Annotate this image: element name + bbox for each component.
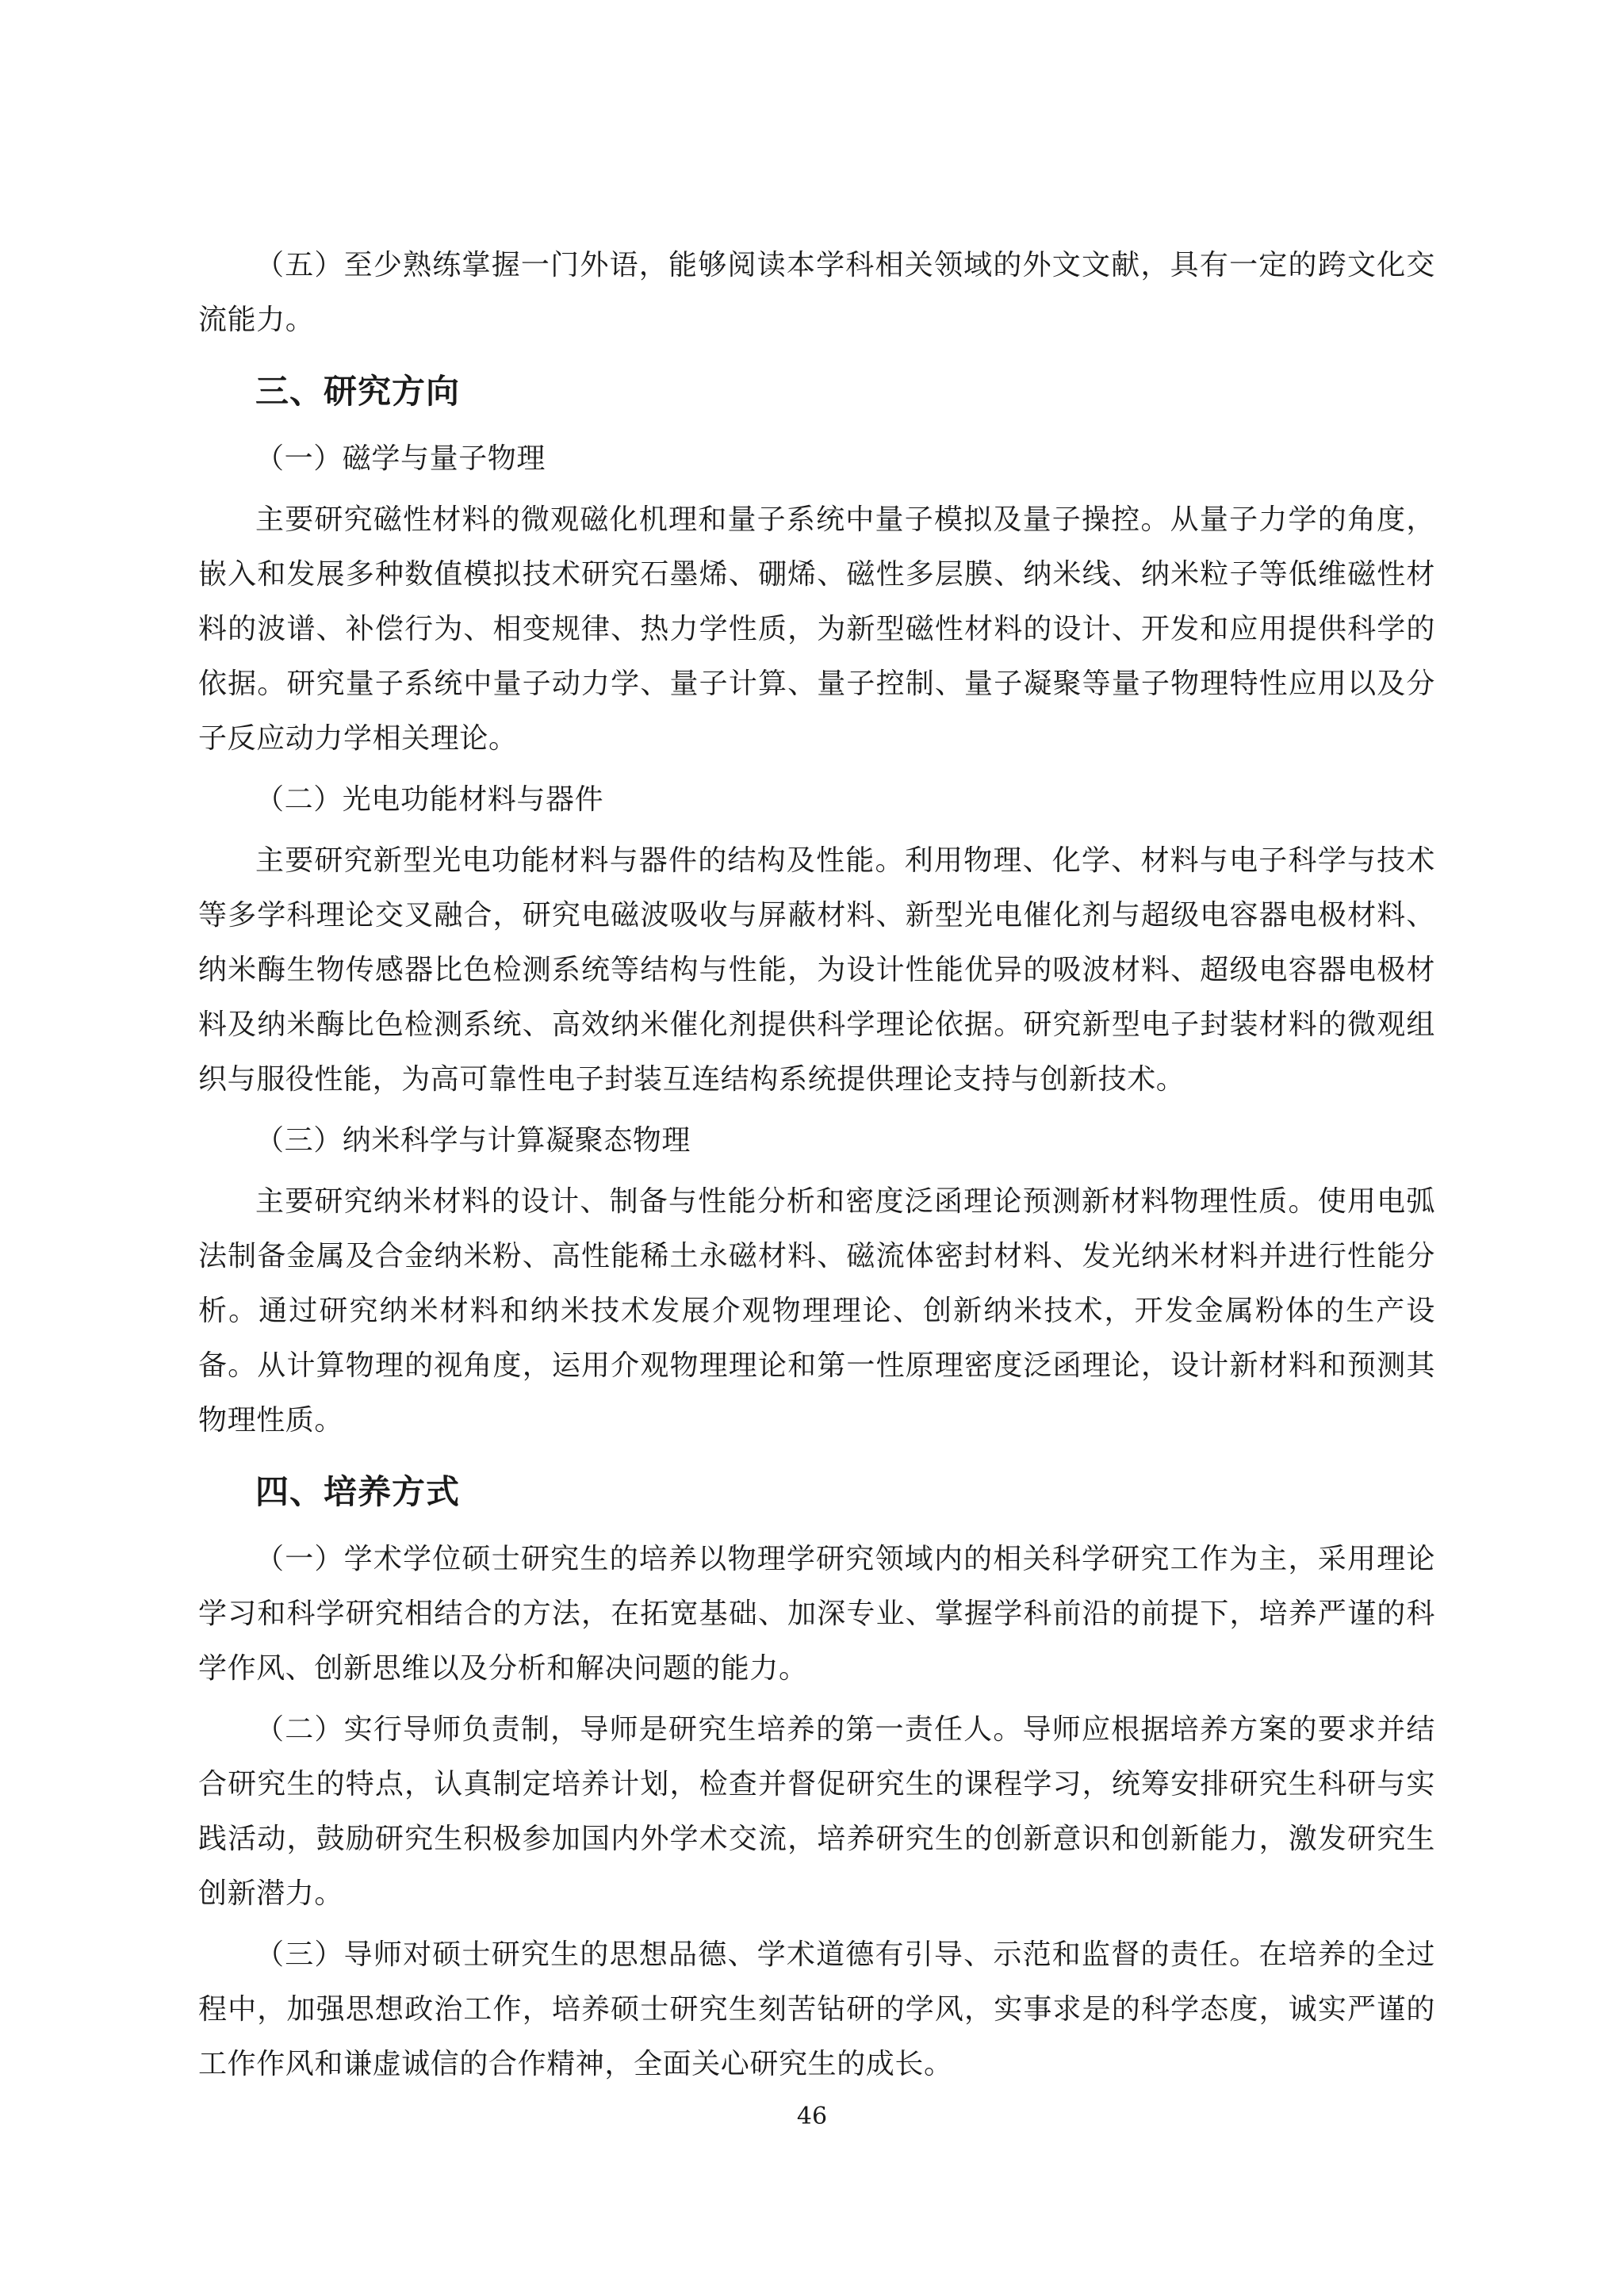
subheading-nano-computational: （三）纳米科学与计算凝聚态物理 [255,1124,691,1157]
paragraph-foreign-language: （五）至少熟练掌握一门外语，能够阅读本学科相关领域的外文文献，具有一定的跨文化交流能力。 [198,249,1435,336]
page-body [198,238,1435,2098]
paragraph-magnetism-quantum: 主要研究磁性材料的微观磁化机理和量子系统中量子模拟及量子操控。从量子力学的角度，嵌入和发展多种数值模拟技术研究石墨烯、硼烯、磁性多层膜、纳米线、纳米粒子等低维磁性材料的波谱、补偿行为、相变规律、热力学性质，为新型磁性材料的设计、开发和应用提供科学的依据。研究量子系统中量子动力学、量子计算、量子控制、量子凝聚等量子物理特性应用以及分子反应动力学相关理论。 [198,503,1435,755]
page-number: 46 [796,2103,828,2130]
subheading-magnetism-quantum: （一）磁学与量子物理 [255,442,546,475]
subheading-optoelectronic: （二）光电功能材料与器件 [255,783,604,816]
section-heading-research-directions: 三、研究方向 [255,372,461,411]
paragraph-optoelectronic: 主要研究新型光电功能材料与器件的结构及性能。利用物理、化学、材料与电子科学与技术等多学科理论交叉融合，研究电磁波吸收与屏蔽材料、新型光电催化剂与超级电容器电极材料、纳米酶生物传感器比色检测系统等结构与性能，为设计性能优异的吸波材料、超级电容器电极材料及纳米酶比色检测系统、高效纳米催化剂提供科学理论依据。研究新型电子封装材料的微观组织与服役性能，为高可靠性电子封装互连结构系统提供理论支持与创新技术。 [198,844,1435,1096]
paragraph-training-3: （三）导师对硕士研究生的思想品德、学术道德有引导、示范和监督的责任。在培养的全过程中，加强思想政治工作，培养硕士研究生刻苦钻研的学风，实事求是的科学态度，诚实严谨的工作作风和谦虚诚信的合作精神，全面关心研究生的成长。 [198,1938,1435,2080]
section-heading-training-mode: 四、培养方式 [255,1472,461,1511]
paragraph-training-2: （二）实行导师负责制，导师是研究生培养的第一责任人。导师应根据培养方案的要求并结合研究生的特点，认真制定培养计划，检查并督促研究生的课程学习，统筹安排研究生科研与实践活动，鼓励研究生积极参加国内外学术交流，培养研究生的创新意识和创新能力，激发研究生创新潜力。 [198,1713,1435,1910]
paragraph-training-1: （一）学术学位硕士研究生的培养以物理学研究领域内的相关科学研究工作为主，采用理论学习和科学研究相结合的方法，在拓宽基础、加深专业、掌握学科前沿的前提下，培养严谨的科学作风、创新思维以及分析和解决问题的能力。 [198,1543,1435,1685]
paragraph-nano-computational: 主要研究纳米材料的设计、制备与性能分析和密度泛函理论预测新材料物理性质。使用电弧法制备金属及合金纳米粉、高性能稀土永磁材料、磁流体密封材料、发光纳米材料并进行性能分析。通过研究纳米材料和纳米技术发展介观物理理论、创新纳米技术，开发金属粉体的生产设备。从计算物理的视角度，运用介观物理理论和第一性原理密度泛函理论，设计新材料和预测其物理性质。 [198,1185,1435,1437]
